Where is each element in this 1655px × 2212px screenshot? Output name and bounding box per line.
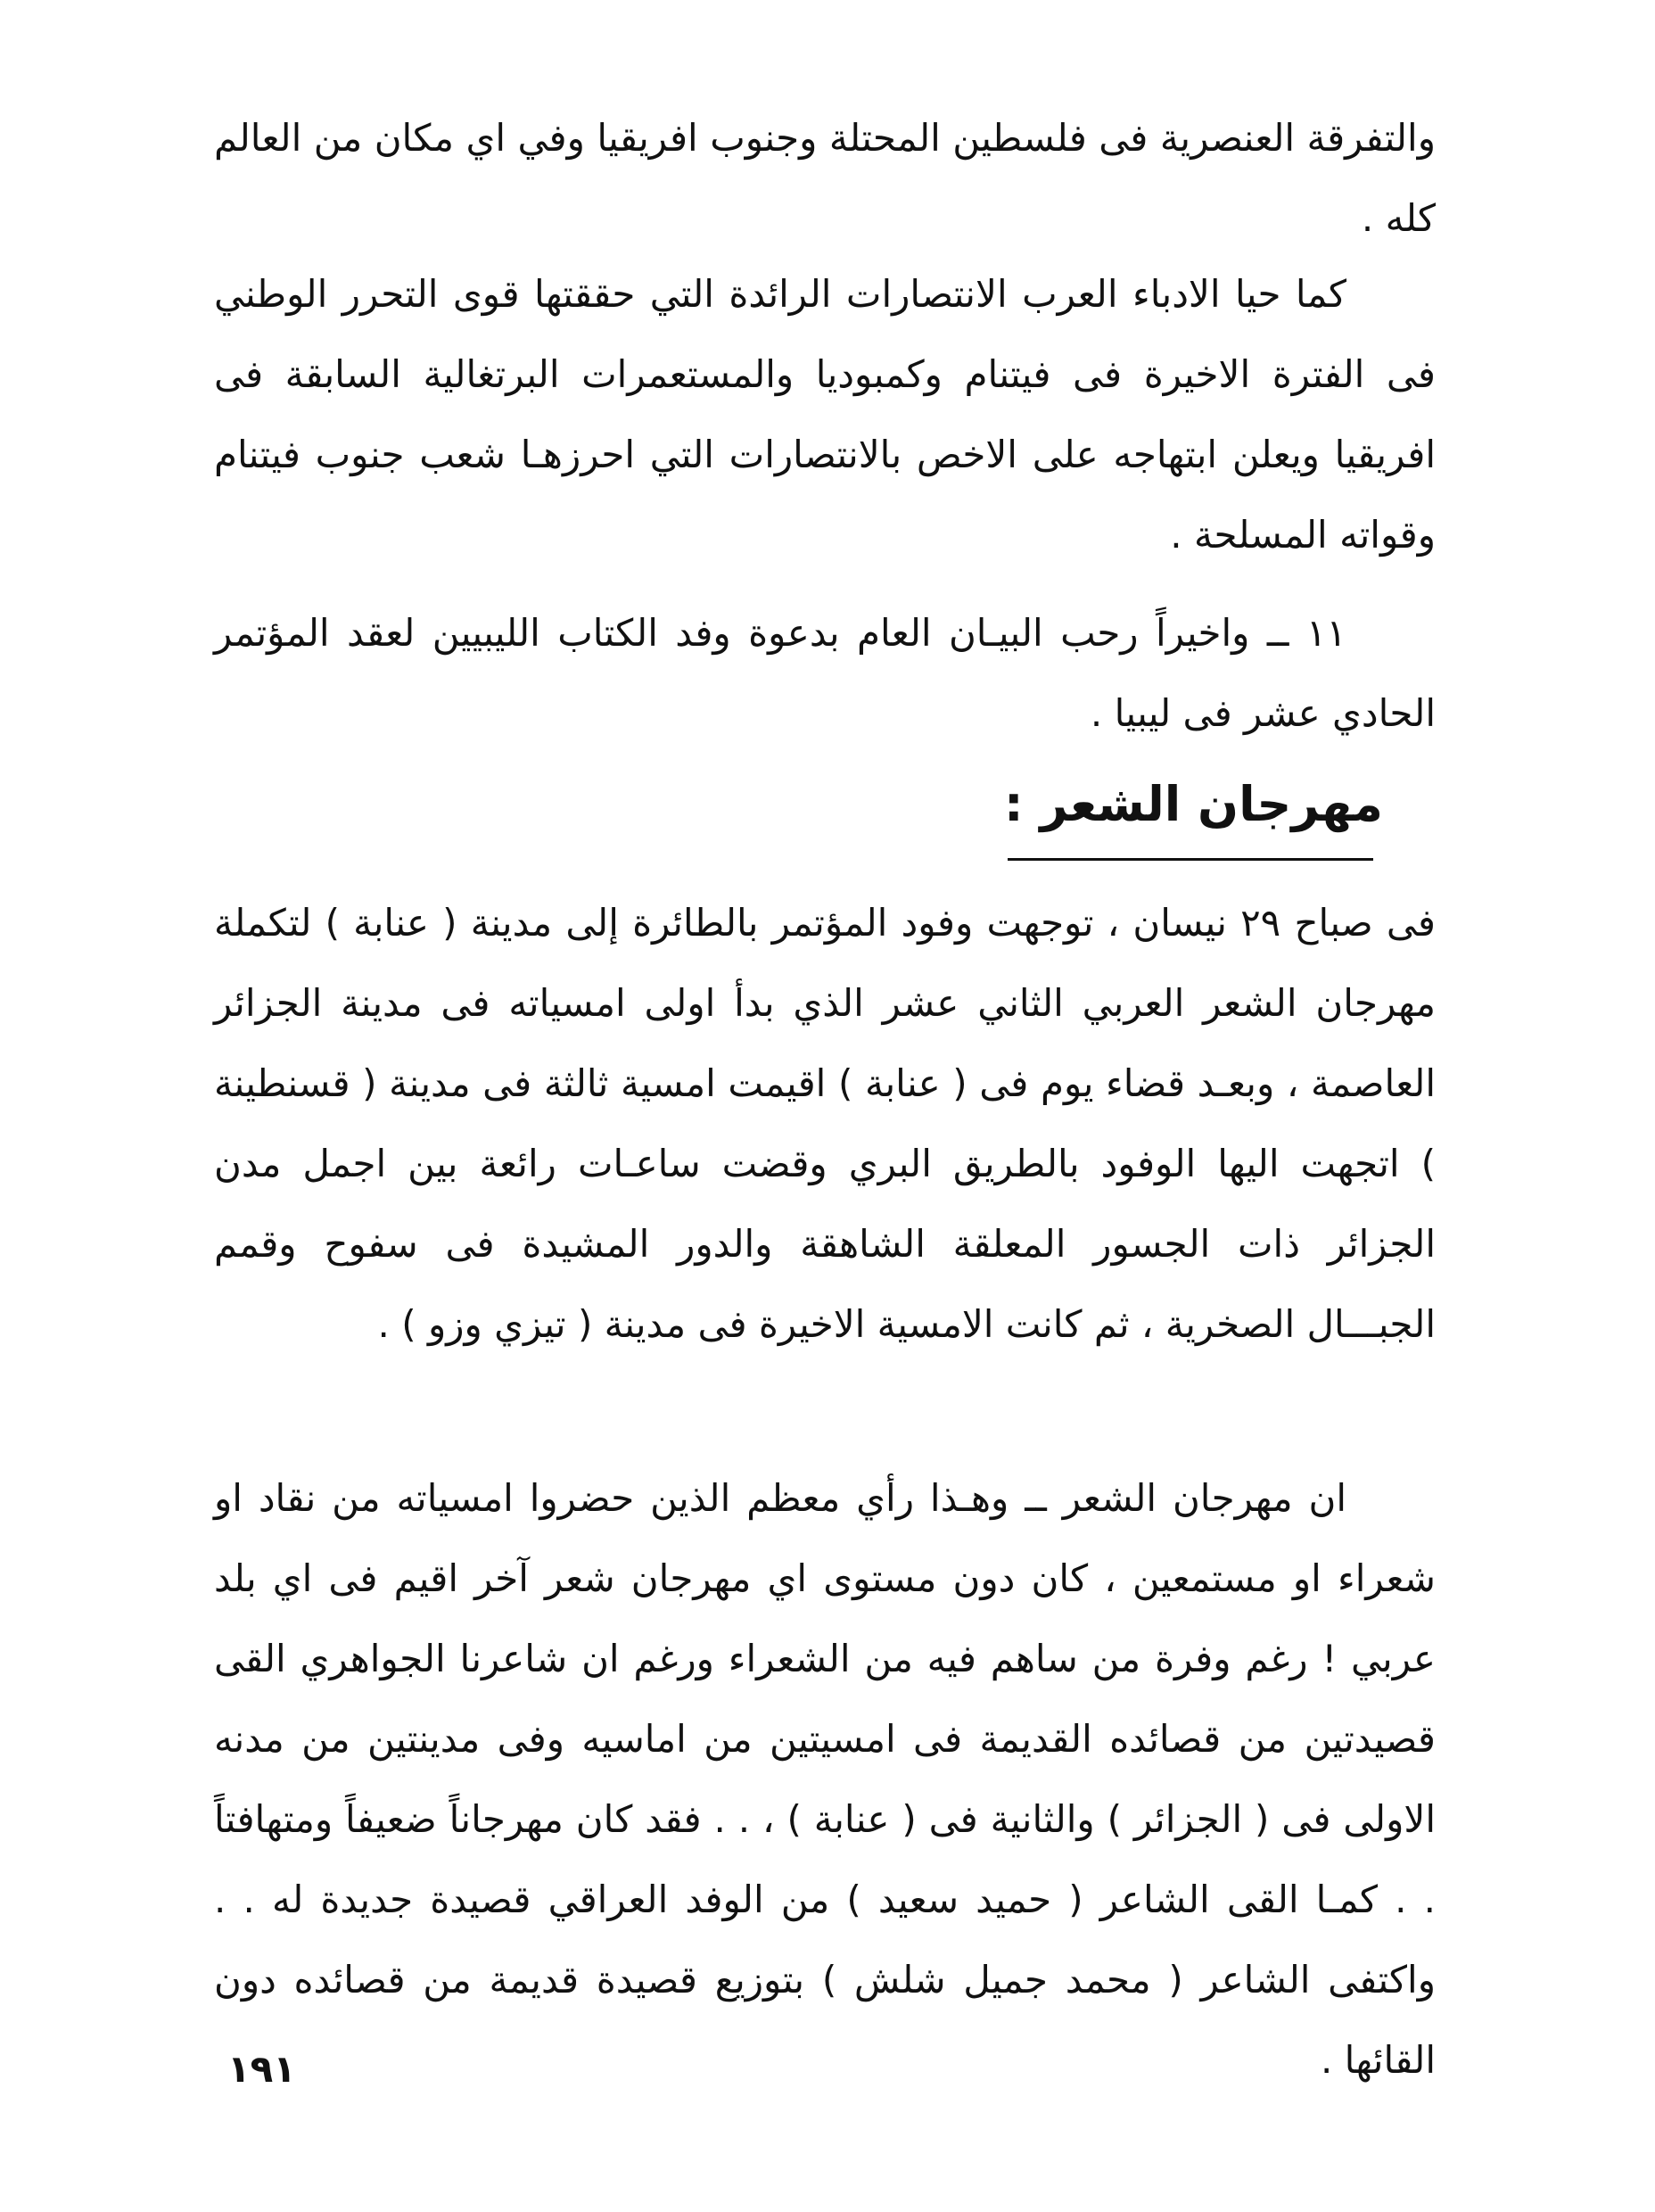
paragraph-festival-critique: ان مهرجان الشعر ــ وهـذا رأي معظم الذين حضروا امسياته من نقاد او شعراء او مستمعين ، كان دون مستوى اي مهرجان شعر آخر اقيم فى اي بلد عربي ! رغم وفرة من ساهم فيه من الشعراء ورغم ان شاعرنا الجواهري القى قصيدتين من قصائده القديمة فى امسيتين من اماسيه وفى مدينتين من مدنه الاولى فى ( الجزائر ) والثانية فى ( عنابة ) ، . . فقد كان مهرجاناً ضعيفاً ومتهافتاً . . كمـا القى الشاعر ( حميد سعيد ) من الوفد العراقي قصيدة جديدة له . . واكتفى الشاعر ( محمد جميل شلش ) بتوزيع قصيدة قديمة من قصائده دون القائها . (214, 1476, 1436, 2082)
section-heading: مهرجان الشعر : (1004, 776, 1383, 832)
paragraph-racial-discrimination: والتفرقة العنصرية فى فلسطين المحتلة وجنوب افريقيا وفي اي مكان من العالم كله . (214, 116, 1436, 240)
paragraph-libya-conference: ١١ ــ واخيراً رحب البيـان العام بدعوة وفد الكتاب الليبيين لعقد المؤتمر الحادي عشر فى ليبيا . (214, 611, 1436, 735)
paragraph-poetry-festival-tour: فى صباح ٢٩ نيسان ، توجهت وفود المؤتمر بالطائرة إلى مدينة ( عنابة ) لتكملة مهرجان الشعر العربي الثاني عشر الذي بدأ اولى امسياته فى مدينة الجزائر العاصمة ، وبعـد قضاء يوم فى ( عنابة ) اقيمت امسية ثالثة فى مدينة ( قسنطينة ) اتجهت اليها الوفود بالطريق البري وقضت ساعـات رائعة بين اجمل مدن الجزائر ذات الجسور المعلقة الشاهقة والدور المشيدة فى سفوح وقمم الجبـــال الصخرية ، ثم كانت الامسية الاخيرة فى مدينة ( تيزي وزو ) . (214, 901, 1436, 1346)
paragraph-liberation-victories: كما حيا الادباء العرب الانتصارات الرائدة التي حققتها قوى التحرر الوطني فى الفترة الاخيرة فى فيتنام وكمبوديا والمستعمرات البرتغالية السابقة فى افريقيا ويعلن ابتهاجه على الاخص بالانتصارات التي احرزهـا شعب جنوب فيتنام وقواته المسلحة . (214, 272, 1436, 557)
heading-underline (1008, 858, 1373, 861)
page-number: ١٩١ (227, 2047, 296, 2091)
